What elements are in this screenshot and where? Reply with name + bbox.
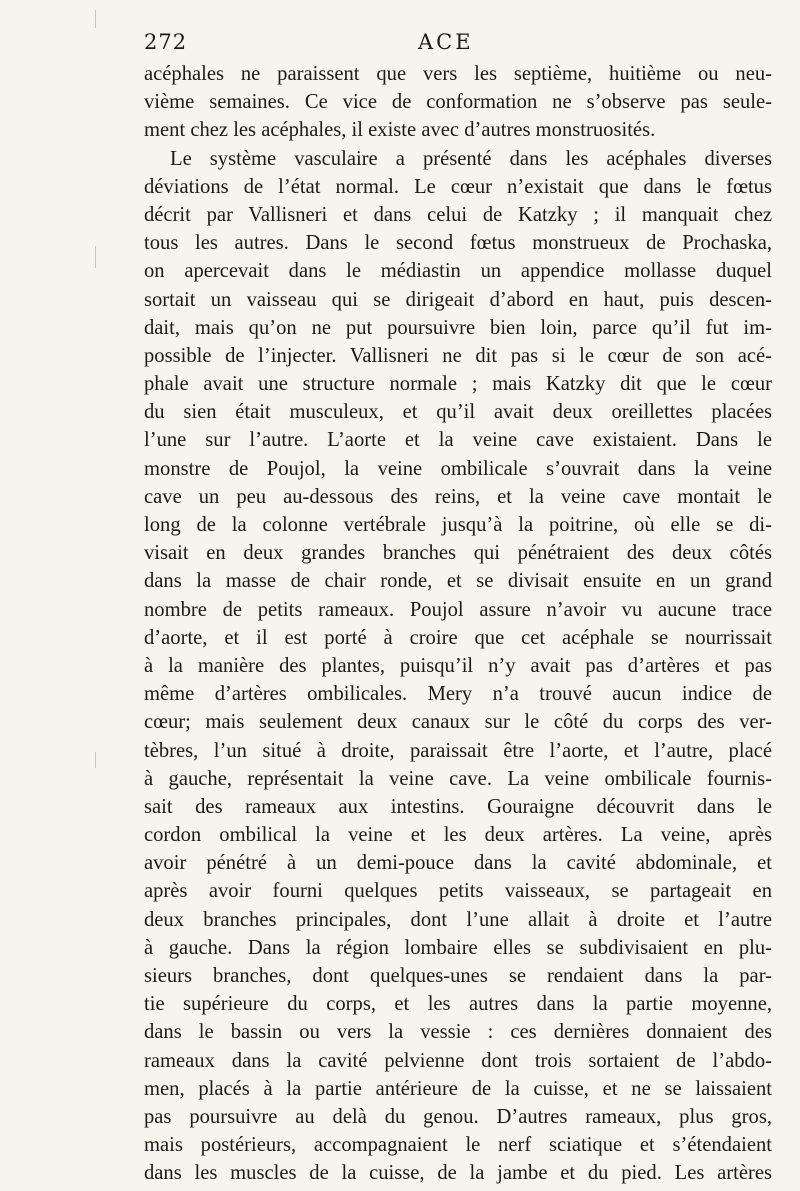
text-line: deux branches principales, dont l’une allait à droite et l’autre: [144, 908, 772, 931]
text-line: tous les autres. Dans le second fœtus monstrueux de Prochaska,: [144, 232, 772, 255]
text-line: à gauche. Dans la région lombaire elles se subdivisaient en plu-: [144, 936, 772, 959]
text-line: déviations de l’état normal. Le cœur n’existait que dans le fœtus: [144, 175, 772, 198]
text-line: nombre de petits rameaux. Poujol assure n’avoir vu aucune trace: [144, 598, 772, 621]
text-line: rameaux dans la cavité pelvienne dont trois sortaient de l’abdo-: [144, 1049, 772, 1072]
text-line: sortait un vaisseau qui se dirigeait d’abord en haut, puis descen-: [144, 288, 772, 311]
text-line: décrit par Vallisneri et dans celui de Katzky ; il manquait chez: [144, 203, 772, 226]
text-line: dans le bassin ou vers la vessie : ces dernières donnaient des: [144, 1021, 772, 1044]
text-line: d’aorte, et il est porté à croire que cet acéphale se nourrissait: [144, 626, 772, 649]
gutter-mark-middle: [95, 246, 96, 268]
text-line: ment chez les acéphales, il existe avec d’autres monstruosités.: [144, 119, 656, 142]
text-line: dans les muscles de la cuisse, de la jambe et du pied. Les artères: [144, 1162, 772, 1185]
text-line: tèbres, l’un situé à droite, paraissait être l’aorte, et l’autre, placé: [144, 739, 772, 762]
text-line: long de la colonne vertébrale jusqu’à la poitrine, où elle se di-: [144, 514, 772, 536]
gutter-mark-top: [95, 10, 96, 28]
text-line: après avoir fourni quelques petits vaisseaux, se partageait en: [144, 880, 772, 903]
running-head: ACE: [418, 30, 474, 54]
text-line: Le système vasculaire a présenté dans les acéphales diverses: [170, 147, 772, 170]
text-line: sieurs branches, dont quelques-unes se rendaient dans la par-: [144, 965, 772, 987]
text-line: vième semaines. Ce vice de conformation ne s’observe pas seule-: [144, 91, 772, 114]
text-line: men, placés à la partie antérieure de la cuisse, et ne se laissaient: [144, 1077, 772, 1100]
text-line: possible de l’injecter. Vallisneri ne dit pas si le cœur de son acé-: [144, 344, 772, 367]
text-line: sait des rameaux aux intestins. Gouraigne découvrit dans le: [144, 795, 772, 818]
body-text: [144, 60, 772, 1188]
text-line: du sien était musculeux, et qu’il avait deux oreillettes placées: [144, 401, 772, 424]
page-number: 272: [144, 30, 188, 54]
text-line: cœur; mais seulement deux canaux sur le côté du corps des ver-: [144, 711, 772, 734]
text-line: acéphales ne paraissent que vers les septième, huitième ou neu-: [144, 63, 772, 85]
text-line: cave un peu au-dessous des reins, et la veine cave montait le: [144, 485, 772, 508]
text-line: on apercevait dans le médiastin un appendice mollasse duquel: [144, 260, 772, 283]
page-header: [0, 30, 800, 58]
text-line: dait, mais qu’on ne put poursuivre bien loin, parce qu’il fut im-: [144, 316, 772, 339]
text-line: à gauche, représentait la veine cave. La veine ombilicale fournis-: [144, 767, 772, 790]
text-line: mais postérieurs, accompagnaient le nerf sciatique et s’étendaient: [144, 1134, 772, 1157]
text-line: dans la masse de chair ronde, et se divisait ensuite en un grand: [144, 570, 772, 593]
text-line: même d’artères ombilicales. Mery n’a trouvé aucun indice de: [144, 683, 772, 706]
text-line: visait en deux grandes branches qui pénétraient des deux côtés: [144, 542, 772, 565]
text-line: cordon ombilical la veine et les deux artères. La veine, après: [144, 824, 772, 847]
gutter-mark-low: [95, 752, 96, 768]
text-line: à la manière des plantes, puisqu’il n’y avait pas d’artères et pas: [144, 654, 772, 677]
text-line: avoir pénétré à un demi-pouce dans la cavité abdominale, et: [144, 852, 772, 875]
text-line: tie supérieure du corps, et les autres dans la partie moyenne,: [144, 993, 772, 1016]
text-line: monstre de Poujol, la veine ombilicale s’ouvrait dans la veine: [144, 457, 772, 480]
text-line: l’une sur l’autre. L’aorte et la veine cave existaient. Dans le: [144, 429, 772, 452]
text-line: phale avait une structure normale ; mais Katzky dit que le cœur: [144, 373, 772, 396]
text-line: pas poursuivre au delà du genou. D’autres rameaux, plus gros,: [144, 1105, 772, 1128]
